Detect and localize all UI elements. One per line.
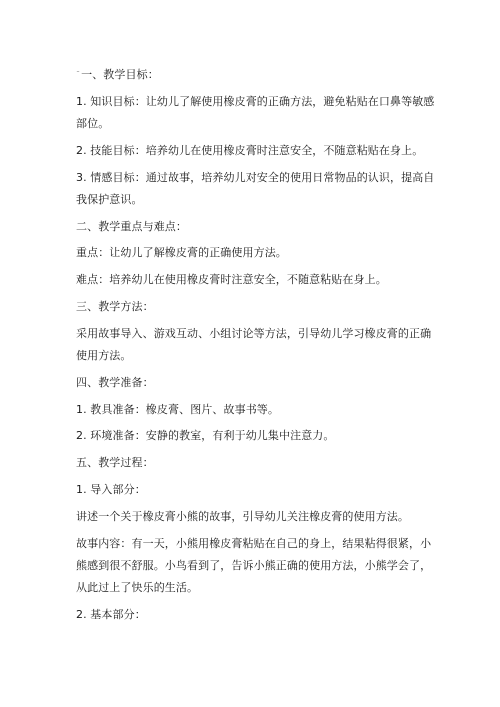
paragraph-methods: 采用故事导入、游戏互动、小组讨论等方法，引导幼儿学习橡皮膏的正确使用方法。 [76, 326, 432, 362]
subheading-basic-part: 2. 基本部分： [76, 607, 146, 621]
paragraph-story-content: 故事内容：有一天，小熊用橡皮膏粘贴在自己的身上，结果粘得很紧，小熊感到很不舒服。小鸟看到了，告诉小熊正确的使用方法，小熊学会了，从此过上了快乐的生活。 [76, 536, 432, 594]
paragraph-difficulty: 难点：培养幼儿在使用橡皮膏时注意安全，不随意粘贴在身上。 [76, 273, 387, 287]
paragraph-knowledge-goal: 1. 知识目标：让幼儿了解使用橡皮膏的正确方法，避免粘贴在口鼻等敏感部位。 [76, 94, 435, 130]
heading-key-points: 二、教学重点与难点： [76, 219, 187, 233]
paragraph-story-intro: 讲述一个关于橡皮膏小熊的故事，引导幼儿关注橡皮膏的使用方法。 [76, 509, 409, 523]
heading-text: 一、教学目标： [81, 68, 159, 81]
heading-preparation: 四、教学准备： [76, 375, 154, 389]
paragraph-emotion-goal: 3. 情感目标：通过故事，培养幼儿对安全的使用日常物品的认识，提高自我保护意识。 [76, 170, 435, 206]
paragraph-key-point: 重点：让幼儿了解橡皮膏的正确使用方法。 [76, 246, 287, 260]
paragraph-environment: 2. 环境准备：安静的教室，有利于幼儿集中注意力。 [76, 429, 335, 443]
paragraph-materials: 1. 教具准备：橡皮膏、图片、故事书等。 [76, 402, 279, 416]
paragraph-skill-goal: 2. 技能目标：培养幼儿在使用橡皮膏时注意安全，不随意粘贴在身上。 [76, 143, 424, 157]
document-body [76, 64, 436, 631]
heading-process: 五、教学过程： [76, 456, 154, 470]
paragraph-mark-icon: ˉ [76, 70, 81, 79]
heading-teaching-methods: 三、教学方法： [76, 299, 154, 313]
heading-teaching-goals [76, 64, 436, 86]
subheading-introduction: 1. 导入部分： [76, 482, 146, 496]
